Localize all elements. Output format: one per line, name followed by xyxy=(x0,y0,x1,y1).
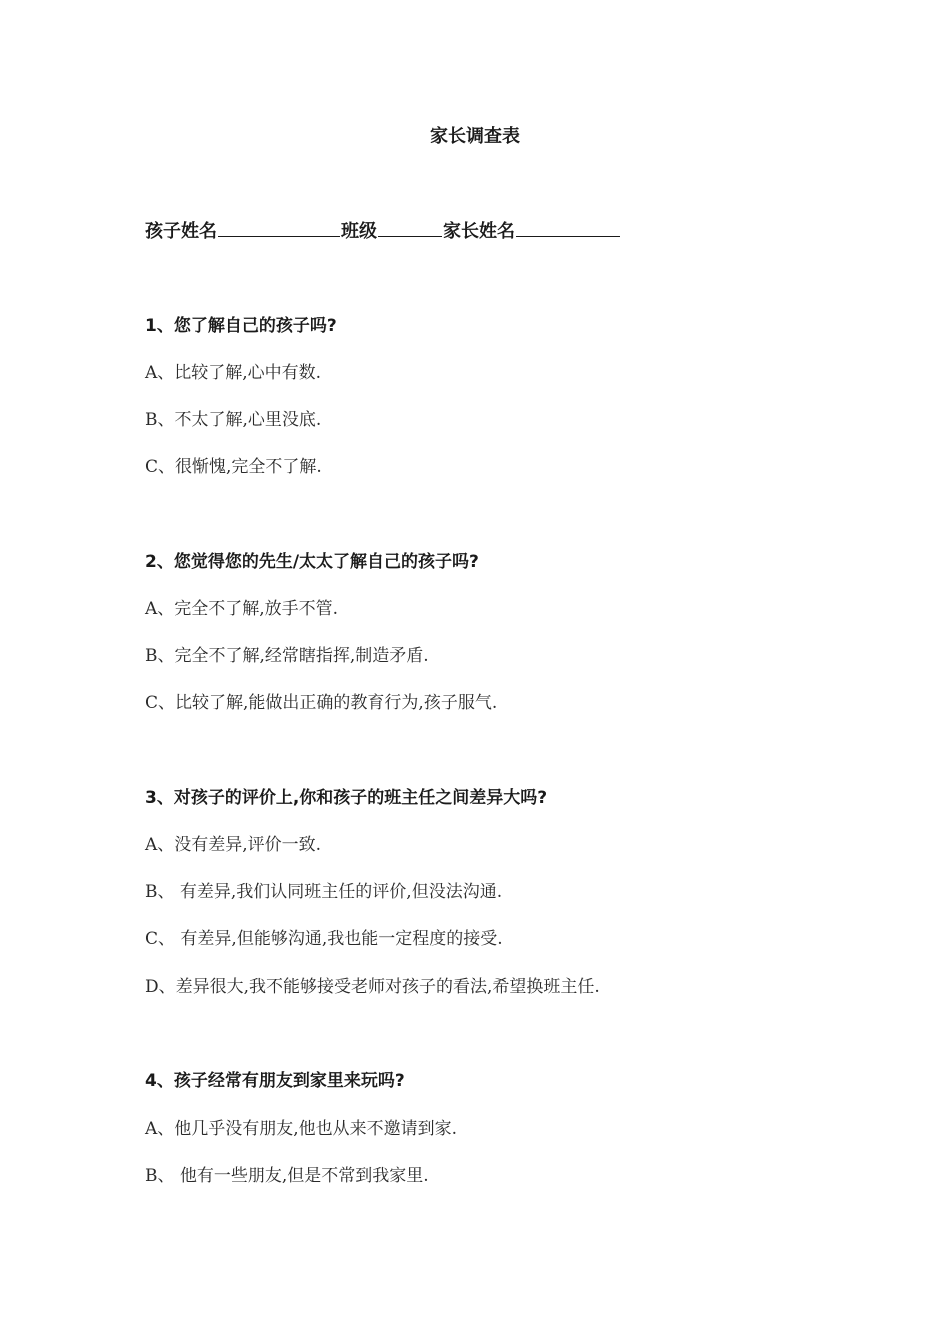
info-fill-line xyxy=(145,218,621,245)
question-2-option-b: B、完全不了解,经常瞎指挥,制造矛盾. xyxy=(145,646,429,666)
class-blank xyxy=(378,218,442,237)
question-4: 4、孩子经常有朋友到家里来玩吗? xyxy=(145,1071,405,1091)
page-title: 家长调查表 xyxy=(430,126,520,147)
question-3-option-a: A、没有差异,评价一致. xyxy=(145,835,322,855)
class-label: 班级 xyxy=(341,221,377,242)
question-2-option-c: C、比较了解,能做出正确的教育行为,孩子服气. xyxy=(145,693,498,713)
question-4-option-a: A、他几乎没有朋友,他也从来不邀请到家. xyxy=(145,1119,458,1139)
question-1-option-a: A、比较了解,心中有数. xyxy=(145,363,322,383)
question-4-option-b: B、 他有一些朋友,但是不常到我家里. xyxy=(145,1166,429,1186)
question-2: 2、您觉得您的先生/太太了解自己的孩子吗? xyxy=(145,552,479,572)
question-1-option-c: C、很惭愧,完全不了解. xyxy=(145,457,322,477)
child-name-blank xyxy=(218,218,340,237)
parent-name-label: 家长姓名 xyxy=(443,221,515,242)
question-3-option-d: D、差异很大,我不能够接受老师对孩子的看法,希望换班主任. xyxy=(145,977,600,997)
question-1: 1、您了解自己的孩子吗? xyxy=(145,316,337,336)
question-3: 3、对孩子的评价上,你和孩子的班主任之间差异大吗? xyxy=(145,788,548,808)
question-1-option-b: B、不太了解,心里没底. xyxy=(145,410,322,430)
question-2-option-a: A、完全不了解,放手不管. xyxy=(145,599,339,619)
question-3-option-b: B、 有差异,我们认同班主任的评价,但没法沟通. xyxy=(145,882,503,902)
child-name-label: 孩子姓名 xyxy=(145,221,217,242)
parent-name-blank xyxy=(516,218,620,237)
question-3-option-c: C、 有差异,但能够沟通,我也能一定程度的接受. xyxy=(145,929,503,949)
